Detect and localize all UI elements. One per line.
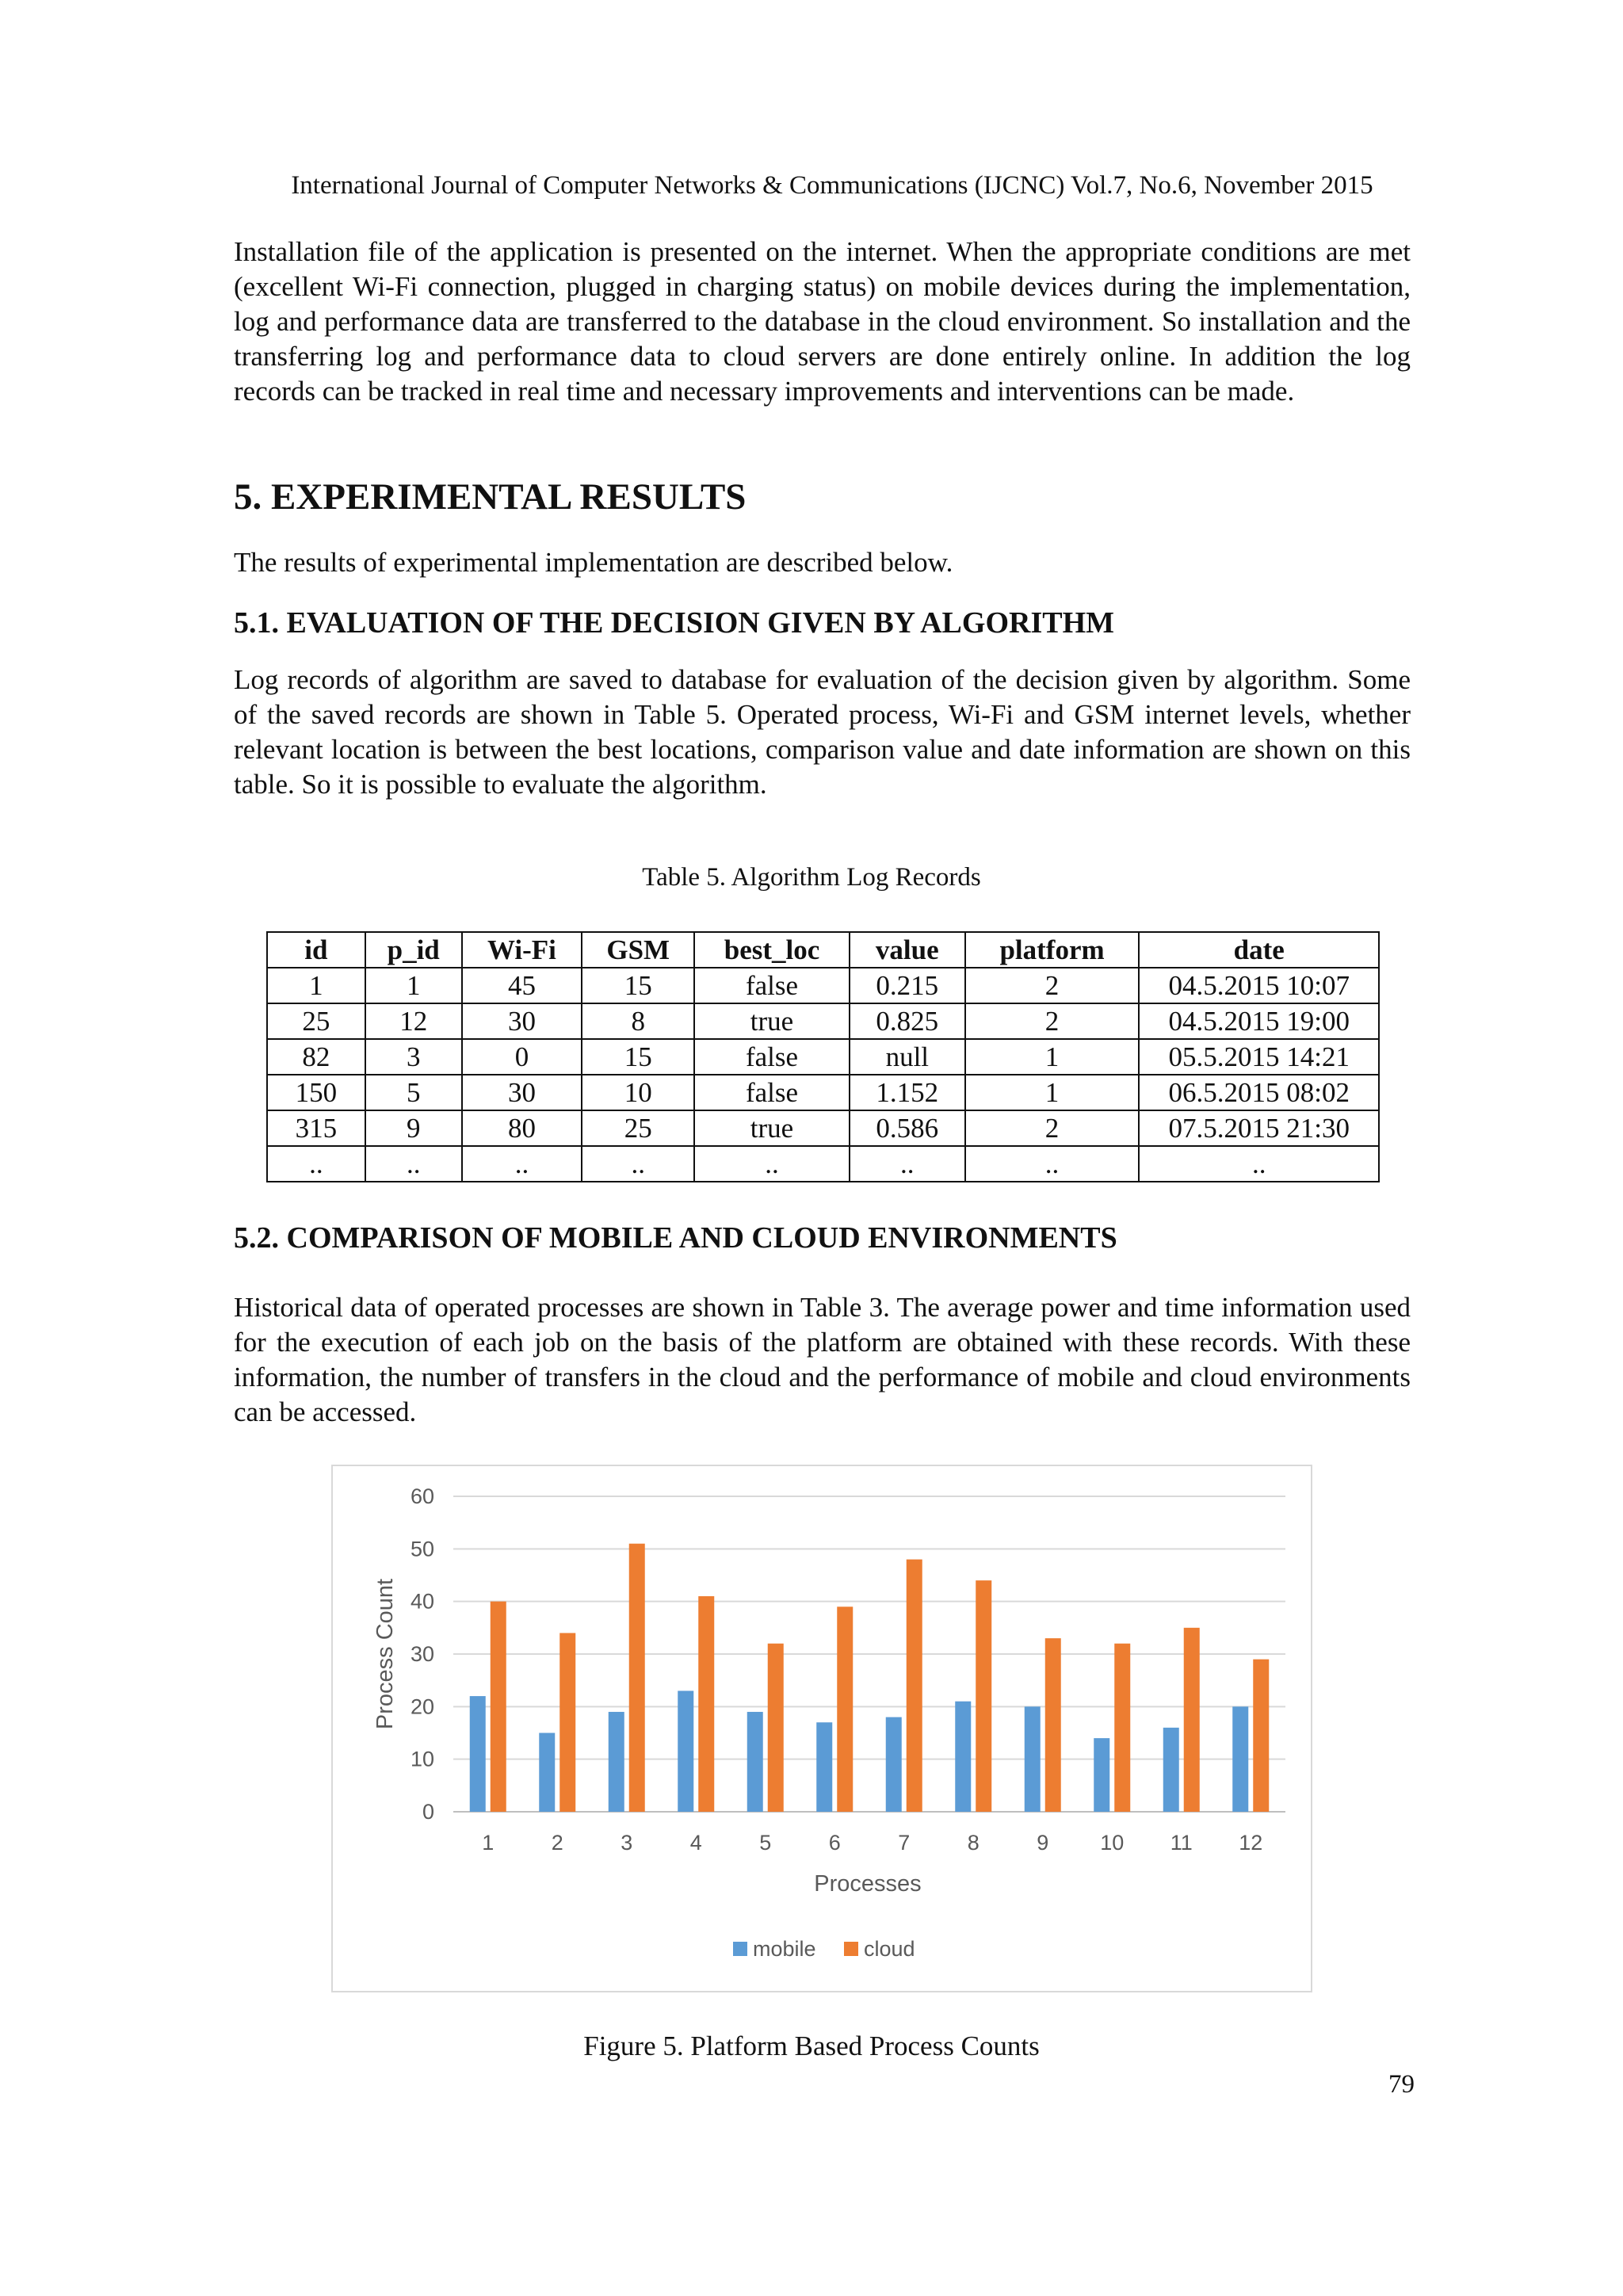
cloud-bar — [768, 1644, 784, 1812]
table-cell: 0.215 — [850, 968, 965, 1003]
table-cell: 2 — [965, 1110, 1140, 1146]
table-cell: 05.5.2015 14:21 — [1139, 1039, 1379, 1075]
x-tick-label: 6 — [828, 1831, 841, 1855]
column-header: platform — [965, 932, 1140, 968]
cloud-bar — [1184, 1628, 1200, 1812]
table-cell: 15 — [582, 1039, 694, 1075]
cloud-bar — [1253, 1660, 1269, 1812]
table-cell: .. — [1139, 1146, 1379, 1182]
x-tick-label: 11 — [1170, 1831, 1193, 1855]
column-header: p_id — [365, 932, 462, 968]
figure-caption: Figure 5. Platform Based Process Counts — [583, 2030, 1040, 2061]
mobile-bar — [678, 1690, 693, 1812]
section-5-1-text: Log records of algorithm are saved to database for evaluation of the decision given by algorithm. Some of the saved records are shown in Table 5. Operated process, Wi-Fi and GSM internet levels, whether relevant location is between the best locations, comparison value and date information are shown on this table. So it is possible to evaluate the algorithm. — [234, 664, 1411, 800]
table-row — [267, 968, 1379, 1003]
table-cell: false — [694, 1039, 850, 1075]
table-cell: .. — [582, 1146, 694, 1182]
table-cell: 12 — [365, 1003, 462, 1039]
x-tick-label: 3 — [621, 1831, 633, 1855]
section-5-title: 5. EXPERIMENTAL RESULTS — [234, 476, 747, 518]
table-cell: 10 — [582, 1075, 694, 1110]
mobile-bar — [747, 1712, 763, 1812]
mobile-bar — [539, 1733, 555, 1813]
column-header: value — [850, 932, 965, 968]
mobile-bar — [955, 1702, 971, 1812]
table-cell: 1 — [267, 968, 365, 1003]
mobile-bar — [886, 1717, 902, 1812]
column-header: date — [1139, 932, 1379, 968]
table-cell: 30 — [462, 1075, 582, 1110]
cloud-bar — [559, 1633, 575, 1812]
table-cell: 25 — [267, 1003, 365, 1039]
legend-label-mobile: mobile — [753, 1937, 816, 1961]
mobile-bar — [816, 1722, 832, 1812]
section-5-text: The results of experimental implementation are described below. — [234, 547, 953, 578]
legend-swatch-cloud — [844, 1942, 858, 1956]
y-tick-label: 20 — [410, 1694, 434, 1719]
table-cell: .. — [965, 1146, 1140, 1182]
table-cell: .. — [850, 1146, 965, 1182]
mobile-bar — [1163, 1728, 1179, 1812]
table-cell: 150 — [267, 1075, 365, 1110]
x-tick-label: 8 — [967, 1831, 980, 1855]
table-cell: 315 — [267, 1110, 365, 1146]
mobile-bar — [609, 1712, 624, 1812]
table-row — [267, 1146, 1379, 1182]
table-cell: 0 — [462, 1039, 582, 1075]
y-tick-label: 10 — [410, 1747, 434, 1771]
table-cell: null — [850, 1039, 965, 1075]
cloud-bar — [976, 1580, 991, 1812]
x-axis-title: Processes — [814, 1871, 922, 1897]
cloud-bar — [629, 1544, 645, 1812]
x-tick-label: 9 — [1037, 1831, 1049, 1855]
table-cell: 07.5.2015 21:30 — [1139, 1110, 1379, 1146]
table-cell: 8 — [582, 1003, 694, 1039]
cloud-bar — [837, 1606, 853, 1812]
page-number: 79 — [1388, 2070, 1415, 2099]
table-row — [267, 1003, 1379, 1039]
column-header: GSM — [582, 932, 694, 968]
x-tick-label: 5 — [759, 1831, 772, 1855]
y-tick-label: 60 — [410, 1484, 434, 1508]
table-cell: 0.825 — [850, 1003, 965, 1039]
table-cell: .. — [267, 1146, 365, 1182]
column-header: Wi-Fi — [462, 932, 582, 968]
legend-label-cloud: cloud — [864, 1937, 915, 1961]
section-5-2-title: 5.2. COMPARISON OF MOBILE AND CLOUD ENVIRONMENTS — [234, 1221, 1117, 1255]
table-cell: .. — [462, 1146, 582, 1182]
y-tick-label: 40 — [410, 1589, 434, 1614]
mobile-bar — [1025, 1706, 1041, 1812]
table-caption: Table 5. Algorithm Log Records — [642, 863, 981, 892]
table-cell: 9 — [365, 1110, 462, 1146]
table-cell: .. — [694, 1146, 850, 1182]
mobile-bar — [1094, 1738, 1109, 1812]
y-tick-label: 50 — [410, 1537, 434, 1561]
section-5-2-text: Historical data of operated processes are shown in Table 3. The average power and time information used for the execution of each job on the basis of the platform are obtained with these records. With these information, the number of transfers in the cloud and the performance of mobile and cloud environments can be accessed. — [234, 1292, 1411, 1427]
log-records-table — [266, 931, 1380, 1182]
table-row — [267, 1039, 1379, 1075]
table-cell: 1 — [965, 1039, 1140, 1075]
table-cell: 25 — [582, 1110, 694, 1146]
table-cell: 30 — [462, 1003, 582, 1039]
table-cell: 2 — [965, 1003, 1140, 1039]
table-cell: .. — [365, 1146, 462, 1182]
x-tick-label: 10 — [1100, 1831, 1125, 1855]
table-cell: true — [694, 1110, 850, 1146]
cloud-bar — [907, 1560, 922, 1812]
table-cell: 04.5.2015 10:07 — [1139, 968, 1379, 1003]
column-header: id — [267, 932, 365, 968]
table-row — [267, 1110, 1379, 1146]
table-cell: 06.5.2015 08:02 — [1139, 1075, 1379, 1110]
table-cell: 15 — [582, 968, 694, 1003]
legend-swatch-mobile — [733, 1942, 747, 1956]
mobile-bar — [470, 1696, 486, 1812]
chart-canvas — [333, 1466, 1314, 1994]
table-cell: false — [694, 968, 850, 1003]
table-cell: 80 — [462, 1110, 582, 1146]
table-cell: 45 — [462, 968, 582, 1003]
cloud-bar — [491, 1602, 506, 1812]
x-tick-label: 1 — [482, 1831, 495, 1855]
section-5-1-title: 5.1. EVALUATION OF THE DECISION GIVEN BY ALGORITHM — [234, 606, 1114, 640]
cloud-bar — [1114, 1644, 1130, 1812]
x-tick-label: 4 — [689, 1831, 702, 1855]
table-cell: 1 — [965, 1075, 1140, 1110]
table-cell: 3 — [365, 1039, 462, 1075]
cloud-bar — [698, 1596, 714, 1812]
table-header-row — [267, 932, 1379, 968]
intro-paragraph: Installation file of the application is presented on the internet. When the appropriate conditions are met (excellent Wi-Fi connection, plugged in charging status) on mobile devices during the implementation, log and performance data are transferred to the database in the cloud environment. So installation and the transferring log and performance data to cloud servers are done entirely online. In addition the log records can be tracked in real time and necessary improvements and interventions can be made. — [234, 236, 1411, 407]
x-tick-label: 12 — [1239, 1831, 1263, 1855]
process-count-chart — [331, 1465, 1312, 1992]
table-cell: 04.5.2015 19:00 — [1139, 1003, 1379, 1039]
y-axis-title: Process Count — [372, 1578, 398, 1730]
column-header: best_loc — [694, 932, 850, 968]
y-tick-label: 0 — [422, 1800, 434, 1824]
cloud-bar — [1045, 1638, 1061, 1812]
x-tick-label: 2 — [551, 1831, 563, 1855]
table-row — [267, 1075, 1379, 1110]
table-cell: false — [694, 1075, 850, 1110]
table-cell: 1.152 — [850, 1075, 965, 1110]
table-cell: 82 — [267, 1039, 365, 1075]
table-cell: 0.586 — [850, 1110, 965, 1146]
table-cell: 2 — [965, 968, 1140, 1003]
journal-header: International Journal of Computer Networks & Communications (IJCNC) Vol.7, No.6, November 2015 — [291, 171, 1373, 200]
x-tick-label: 7 — [898, 1831, 911, 1855]
table-cell: 1 — [365, 968, 462, 1003]
table-cell: true — [694, 1003, 850, 1039]
y-tick-label: 30 — [410, 1642, 434, 1666]
mobile-bar — [1232, 1706, 1248, 1812]
table-cell: 5 — [365, 1075, 462, 1110]
